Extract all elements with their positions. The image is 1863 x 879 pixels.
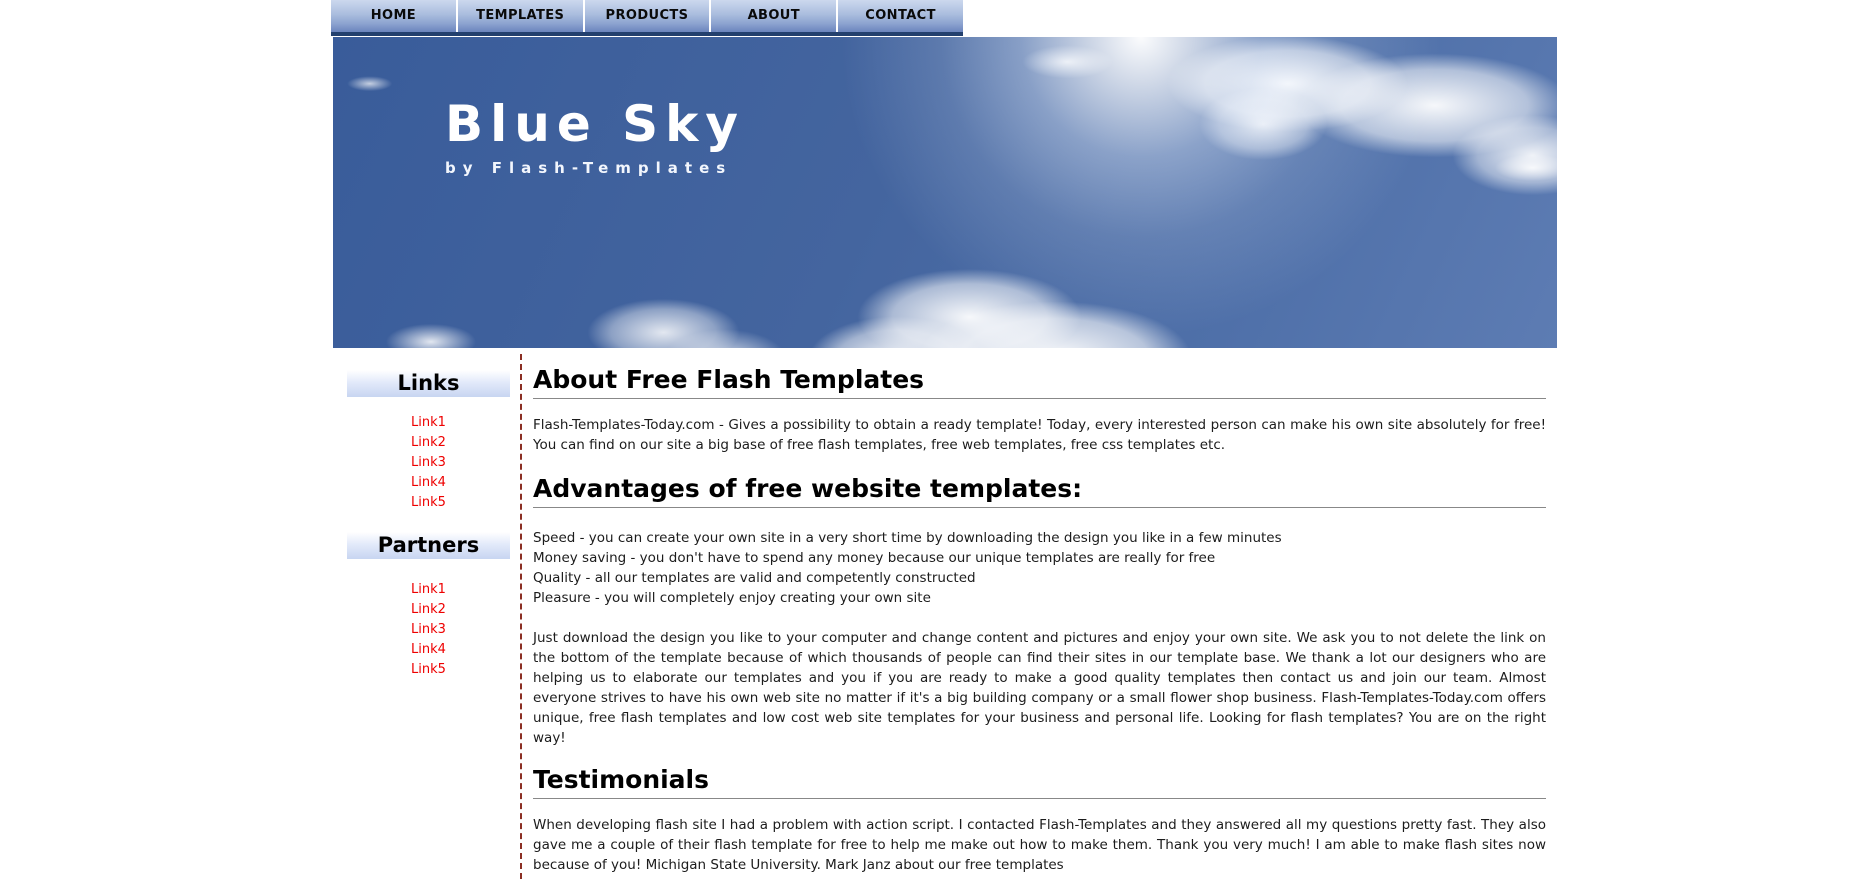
site-subtitle: by Flash-Templates: [445, 159, 733, 177]
sidebar: [347, 370, 510, 678]
sidebar-link[interactable]: Link5: [411, 662, 446, 677]
vertical-dashed-divider: [520, 354, 522, 879]
section-heading-testimonials: Testimonials: [533, 766, 1546, 799]
sidebar-link[interactable]: Link4: [411, 642, 446, 657]
sidebar-link[interactable]: Link2: [411, 602, 446, 617]
sidebar-link[interactable]: Link2: [411, 435, 446, 450]
sidebar-link[interactable]: Link5: [411, 495, 446, 510]
main-content: [533, 366, 1546, 875]
sidebar-link[interactable]: Link1: [411, 582, 446, 597]
nav-tab-home[interactable]: HOME: [331, 0, 456, 32]
nav-tab-templates[interactable]: TEMPLATES: [456, 0, 583, 32]
nav-tab-products[interactable]: PRODUCTS: [583, 0, 710, 32]
advantages-paragraph: Just download the design you like to your computer and change content and pictures and enjoy your own site. We ask you to not delete the link on the bottom of the template because of which thousands of people can find their sites in our template base. We thank a lot our designers who are helping us to elaborate our templates and you if you are ready to make a good quality templates then contact us and join our team. Almost everyone strives to have his own web site no matter if it's a big building company or a small flower shop business. Flash-Templates-Today.com offers unique, free flash templates and low cost web site templates for your business and personal life. Looking for flash templates? You are on the right way!: [533, 630, 1546, 746]
section-heading-about: About Free Flash Templates: [533, 366, 1546, 399]
sidebar-link[interactable]: Link3: [411, 622, 446, 637]
advantage-line: Speed - you can create your own site in a very short time by downloading the design you like in a few minutes: [533, 530, 1282, 546]
sidebar-section-title-partners: Partners: [347, 532, 510, 559]
advantages-lines: [533, 528, 1546, 608]
sidebar-link[interactable]: Link3: [411, 455, 446, 470]
sidebar-link[interactable]: Link4: [411, 475, 446, 490]
links-list: [347, 411, 510, 511]
top-navigation: [331, 0, 963, 36]
site-title: Blue Sky: [445, 95, 746, 153]
testimonial-paragraph: When developing flash site I had a problem with action script. I contacted Flash-Templates and they answered all my questions pretty fast. They also gave me a couple of their flash template for free to help me make out how to make them. Thank you very much! I am able to make flash sites now because of you! Michigan State University. Mark Janz about our free templates: [533, 817, 1546, 873]
sidebar-link[interactable]: Link1: [411, 415, 446, 430]
header-sky-banner: [333, 37, 1557, 348]
nav-tab-contact[interactable]: CONTACT: [836, 0, 963, 32]
advantage-line: Pleasure - you will completely enjoy creating your own site: [533, 590, 931, 606]
sidebar-section-title-links: Links: [347, 370, 510, 397]
nav-tab-about[interactable]: ABOUT: [709, 0, 836, 32]
partners-list: [347, 578, 510, 678]
advantage-line: Money saving - you don't have to spend any money because our unique templates are really for free: [533, 550, 1216, 566]
about-paragraph: Flash-Templates-Today.com - Gives a possibility to obtain a ready template! Today, every interested person can make his own site absolutely for free! You can find on our site a big base of free flash templates, free web templates, free css templates etc.: [533, 417, 1546, 453]
section-heading-advantages: Advantages of free website templates:: [533, 475, 1546, 508]
advantage-line: Quality - all our templates are valid and competently constructed: [533, 570, 976, 586]
